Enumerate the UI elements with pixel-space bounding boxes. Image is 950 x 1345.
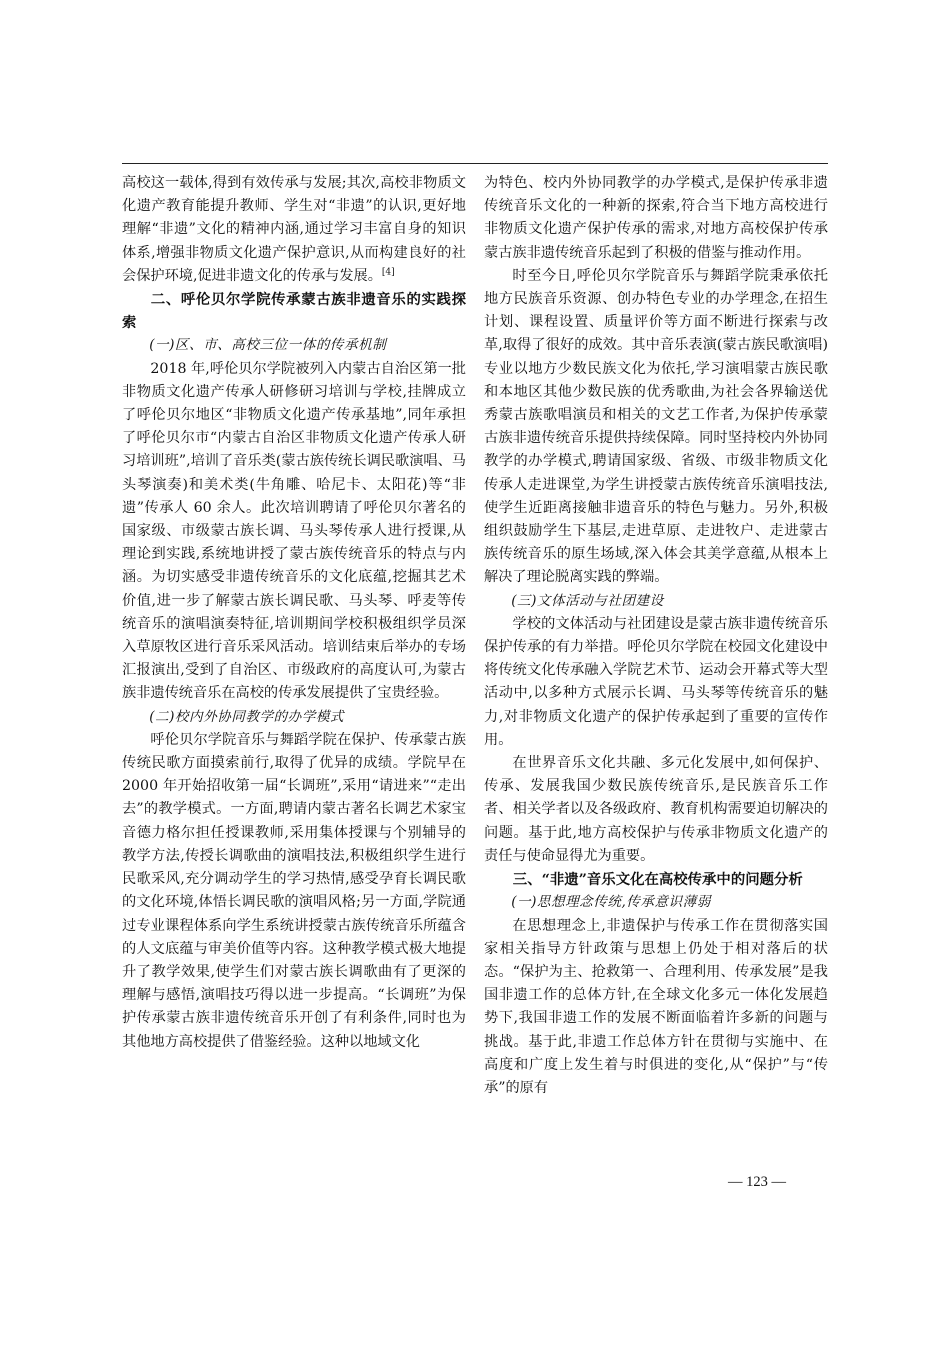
section-heading: 二、呼伦贝尔学院传承蒙古族非遗音乐的实践探索 <box>122 291 466 332</box>
paragraph: 在思想理念上,非遗保护与传承工作在贯彻落实国家相关指导方针政策与思想上仍处于相对落后的状态。“保护为主、抢救第一、合理利用、传承发展”是我国非遗工作的总体方针,在全球文化多元一体化发展趋势下,我国非遗工作的发展不断面临着许多新的问题与挑战。基于此,非遗工作总体方针在贯彻与实施中、在高度和广度上发生着与时俱进的变化,从“保护”与“传承”的原有 <box>484 917 828 1096</box>
paragraph: 为特色、校内外协同教学的办学模式,是保护传承非遗传统音乐文化的一种新的探索,符合当下地方高校进行非物质文化遗产保护传承的需求,对地方高校保护传承蒙古族非遗传统音乐起到了积极的借鉴与推动作用。 <box>484 175 828 261</box>
right-column <box>484 172 828 1100</box>
subsection-heading: (三)文体活动与社团建设 <box>511 592 664 609</box>
paragraph: 2018 年,呼伦贝尔学院被列入内蒙古自治区第一批非物质文化遗产传承人研修研习培训与学校,挂牌成立了呼伦贝尔地区“非物质文化遗产传承基地”,同年承担了呼伦贝尔市“内蒙古自治区非物质文化遗产传承人研习培训班”,培训了音乐类(蒙古族传统长调民歌演唱、马头琴演奏)和美术类(牛角雕、哈尼卡、太阳花)等“非遗”传承人 60 余人。此次培训聘请了呼伦贝尔著名的国家级、市级蒙古族长调、马头琴传承人进行授课,从理论到实践,系统地讲授了蒙古族传统音乐的特点与内涵。为切实感受非遗传统音乐的文化底蕴,挖掘其艺术价值,进一步了解蒙古族长调民歌、马头琴、呼麦等传统音乐的演唱演奏特征,培训期间学校积极组织学员深入草原牧区进行音乐采风活动。培训结束后举办的专场汇报演出,受到了自治区、市级政府的高度认可,为蒙古族非遗传统音乐在高校的传承发展提供了宝贵经验。 <box>122 360 466 702</box>
paragraph: 时至今日,呼伦贝尔学院音乐与舞蹈学院秉承依托地方民族音乐资源、创办特色专业的办学理念,在招生计划、课程设置、质量评价等方面不断进行探索与改革,取得了很好的成效。其中音乐表演(蒙古族民歌演唱)专业以地方少数民族文化为依托,学习演唱蒙古族民歌和本地区其他少数民族的优秀歌曲,为社会各界输送优秀蒙古族歌唱演员和相关的文艺工作者,为保护传承蒙古族非遗传统音乐提供持续保障。同时坚持校内外协同教学的办学模式,聘请国家级、省级、市级非物质文化传承人走进课堂,为学生讲授蒙古族传统音乐演唱技法,使学生近距离接触非遗音乐的特色与魅力。另外,积极组织鼓励学生下基层,走进草原、走进牧户、走进蒙古族传统音乐的原生场域,深入体会其美学意蕴,从根本上解决了理论脱离实践的弊端。 <box>484 267 828 586</box>
left-column <box>122 172 466 1054</box>
page-number: — 123 — <box>728 1174 786 1190</box>
section-heading: 三、“非遗”音乐文化在高校传承中的问题分析 <box>512 871 803 889</box>
header-rule <box>122 163 828 164</box>
subsection-heading: (一)思想理念传统,传承意识薄弱 <box>511 894 711 911</box>
citation-ref[interactable]: [4] <box>381 267 395 278</box>
paragraph: 学校的文体活动与社团建设是蒙古族非遗传统音乐保护传承的有力举措。呼伦贝尔学院在校园文化建设中将传统文化传承融入学院艺术节、运动会开幕式等大型活动中,以多种方式展示长调、马头琴等传统音乐的魅力,对非物质文化遗产的保护传承起到了重要的宣传作用。 <box>484 615 828 748</box>
paragraph: 呼伦贝尔学院音乐与舞蹈学院在保护、传承蒙古族传统民歌方面摸索前行,取得了优异的成绩。学院早在 2000 年开始招收第一届“长调班”,采用“请进来”“走出去”的教学模式。一方面,聘请内蒙古著名长调艺术家宝音德力格尔担任授课教师,采用集体授课与个别辅导的教学方法,传授长调歌曲的演唱技法,积极组织学生进行民歌采风,充分调动学生的学习热情,感受孕育长调民歌的文化环境,体悟长调民歌的演唱风格;另一方面,学院通过专业课程体系向学生系统讲授蒙古族传统音乐所蕴含的人文底蕴与审美价值等内容。这种教学模式极大地提升了教学效果,使学生们对蒙古族长调歌曲有了更深的理解与感悟,演唱技巧得以进一步提高。“长调班”为保护传承蒙古族非遗传统音乐开创了有利条件,同时也为其他地方高校提供了借鉴经验。这种以地域文化 <box>122 731 466 1050</box>
paragraph: 在世界音乐文化共融、多元化发展中,如何保护、传承、发展我国少数民族传统音乐,是民族音乐工作者、相关学者以及各级政府、教育机构需要迫切解决的问题。基于此,地方高校保护与传承非物质文化遗产的责任与使命显得尤为重要。 <box>484 755 828 864</box>
paragraph: 高校这一载体,得到有效传承与发展;其次,高校非物质文化遗产教育能提升教师、学生对“非遗”的认识,更好地理解“非遗”文化的精神内涵,通过学习丰富自身的知识体系,增强非物质文化遗产保护意识,从而构建良好的社会保护环境,促进非遗文化的传承与发展。[4] <box>122 175 466 284</box>
subsection-heading: (二)校内外协同教学的办学模式 <box>149 708 345 725</box>
subsection-heading: (一)区、市、高校三位一体的传承机制 <box>149 337 387 354</box>
